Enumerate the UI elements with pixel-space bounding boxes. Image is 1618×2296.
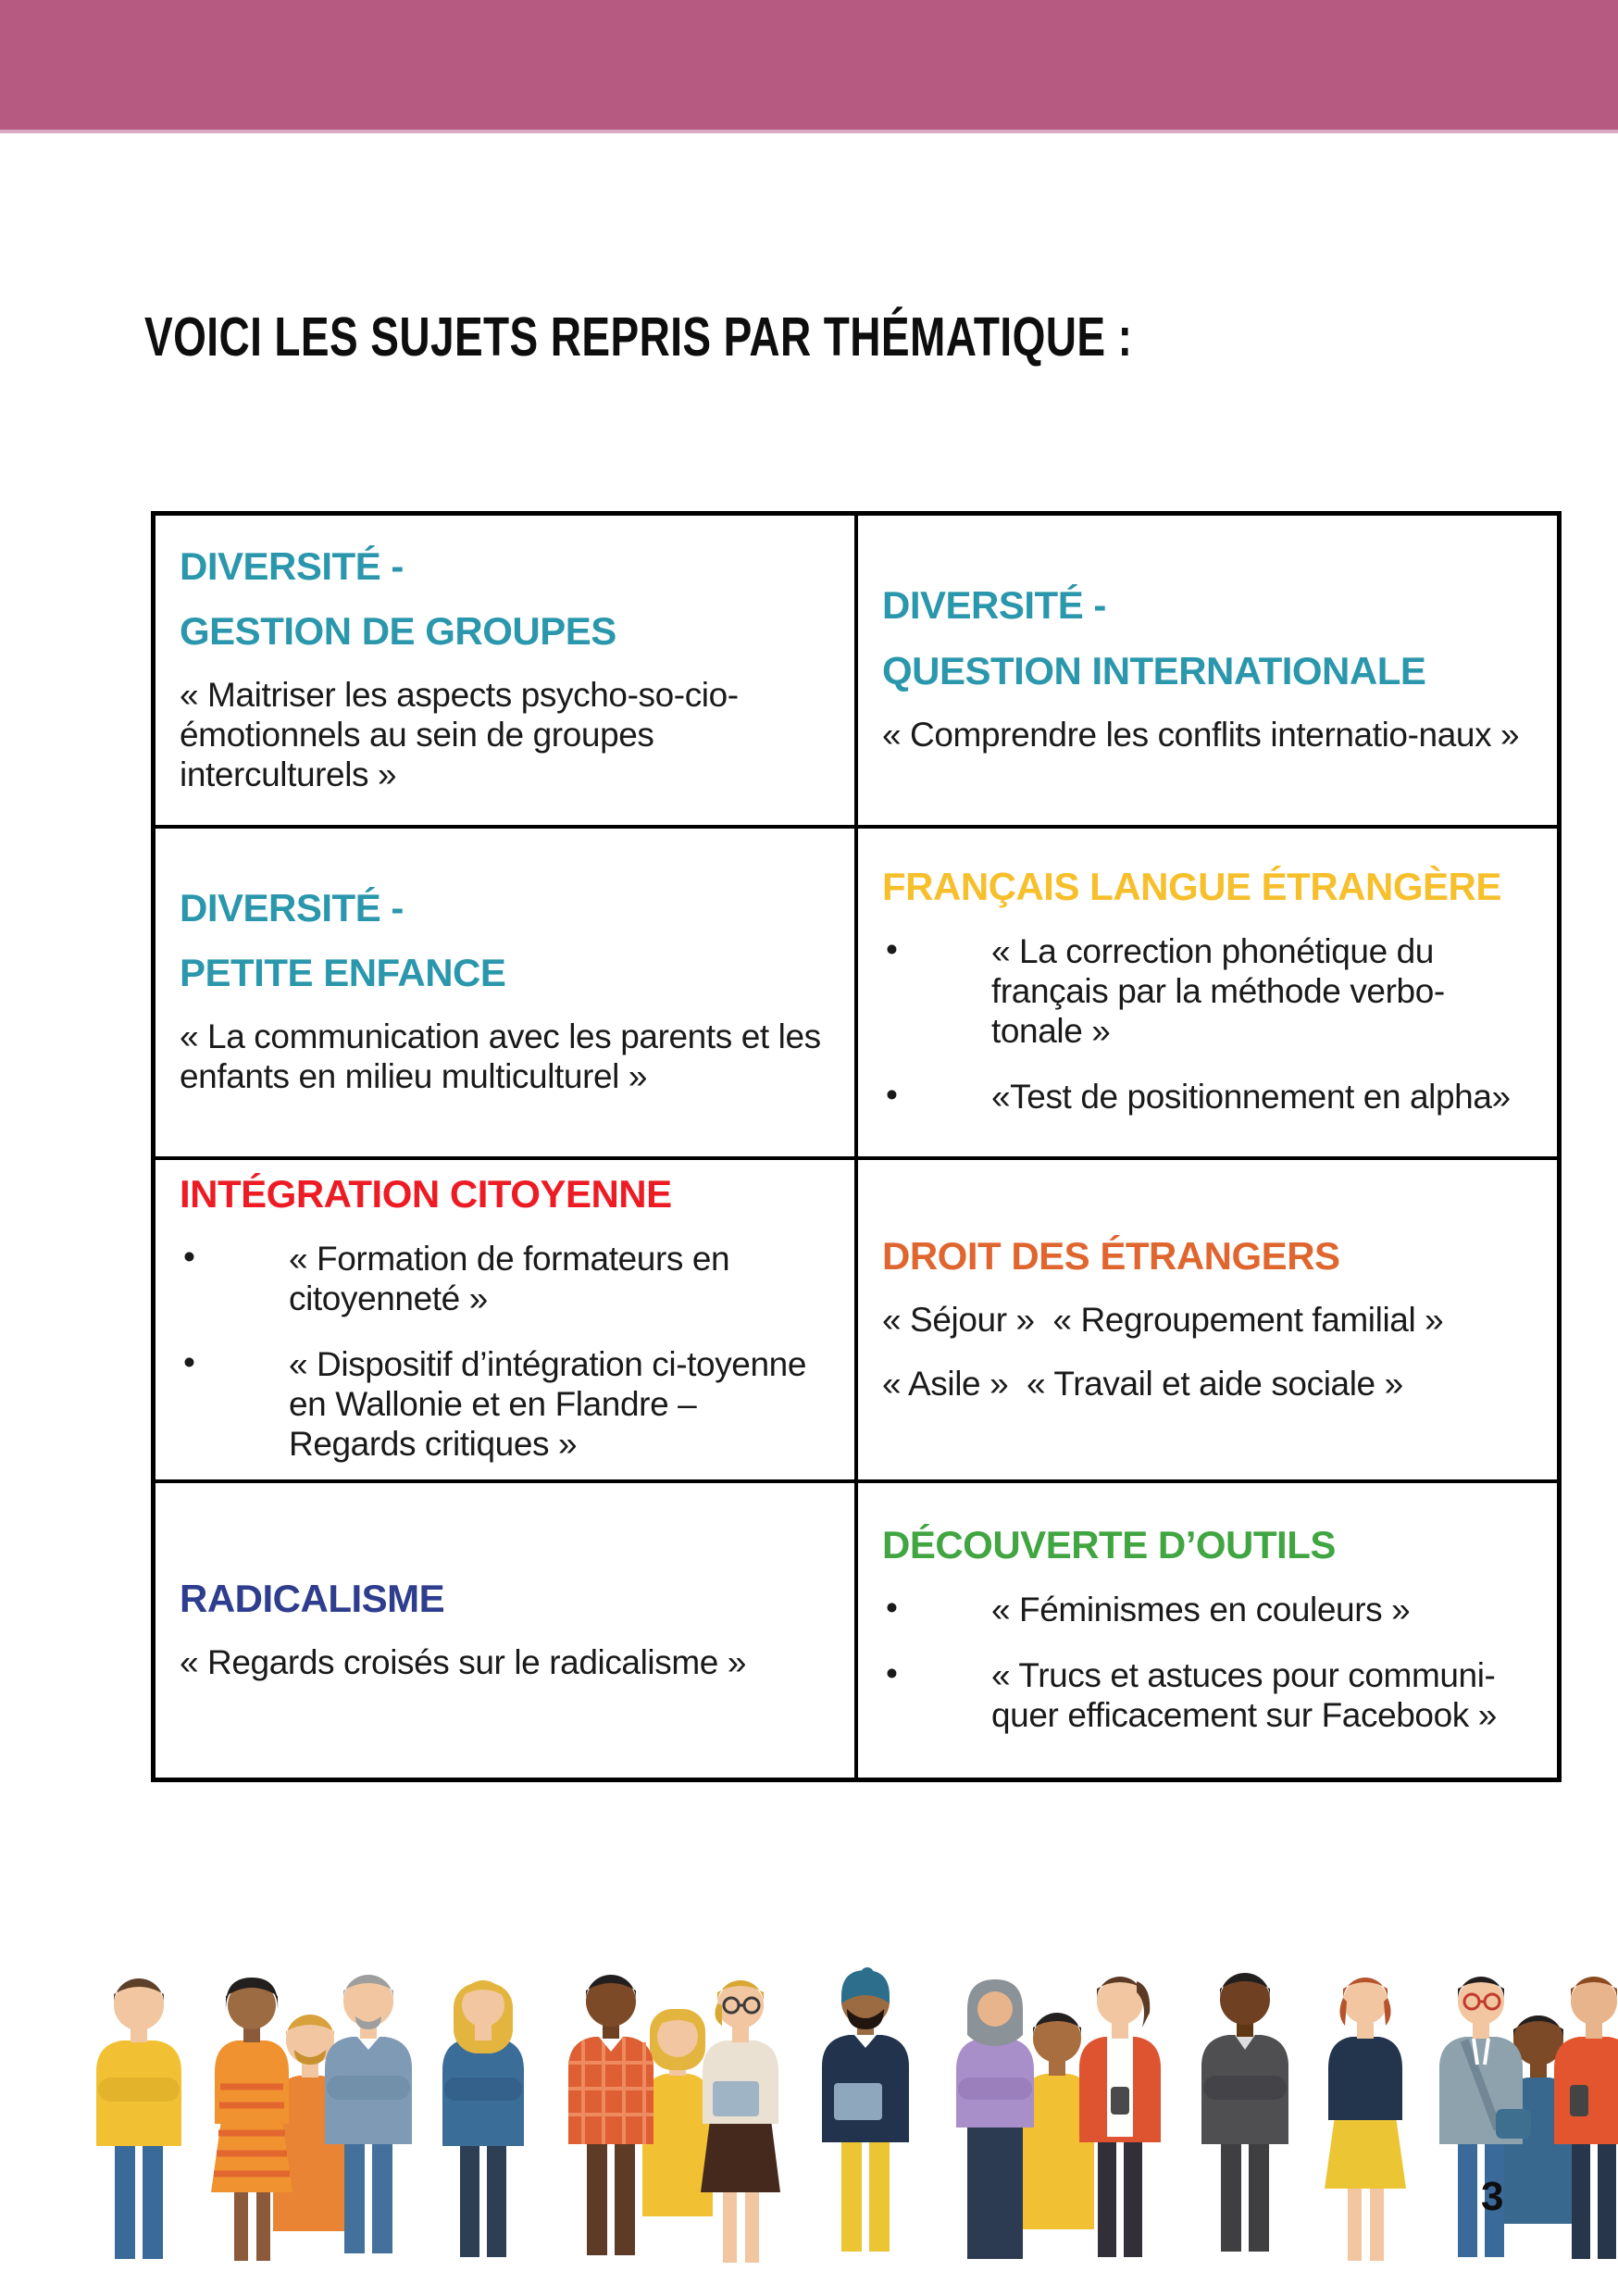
bullet-dot: • [183,1238,195,1277]
bullet-item [882,932,1533,1052]
person [701,1980,780,2263]
bullet-dot: • [183,1343,195,1382]
bullet-text: « Dispositif d’intégration ci-toyenne en Wallonie et en Flandre – Regards critiques » [289,1345,807,1463]
table-cell-integration-citoyenne [156,1160,854,1479]
table-cell-diversite-question-internationale [858,516,1557,825]
cell-heading: FRANÇAIS LANGUE ÉTRANGÈRE [882,865,1501,909]
table-cell-radicalisme [156,1483,854,1778]
bullet-text: « Trucs et astuces pour communi-quer efficacement sur Facebook » [991,1655,1497,1734]
table-cell-diversite-gestion-de-groupes [156,516,854,825]
bullet-item [882,1075,1533,1117]
diverse-people-illustration [0,1966,1618,2263]
cell-quote: « Maitriser les aspects psycho-so-cio-émotionnels au sein de groupes interculturels » [180,675,739,793]
table-cell-droit-des-etrangers [858,1160,1557,1479]
person [442,1980,524,2257]
bullet-dot: • [886,930,898,969]
cell-heading: INTÉGRATION CITOYENNE [180,1172,672,1217]
cell-heading: DIVERSITÉ - [882,583,1106,628]
bullet-text: « Féminismes en couleurs » [991,1590,1411,1628]
topics-table [151,511,1562,1782]
person [1201,1973,1288,2252]
cell-heading: DIVERSITÉ - [180,543,404,588]
cell-heading: GESTION DE GROUPES [180,608,616,653]
bullet-text: « Formation de formateurs en citoyenneté » [289,1240,730,1318]
bullet-item [180,1240,830,1319]
bullet-item [180,1345,830,1465]
person [568,1975,653,2255]
bullet-item [882,1588,1533,1630]
cell-heading: DÉCOUVERTE D’OUTILS [882,1522,1336,1566]
cell-heading: DIVERSITÉ - [180,886,404,930]
bullet-dot: • [886,1075,898,1114]
person [1325,1978,1406,2261]
cell-quote: « Asile » « Travail et aide sociale » [882,1364,1403,1403]
table-cell-diversite-petite-enfance [156,829,854,1156]
page-title: VOICI LES SUJETS REPRIS PAR THÉMATIQUE : [144,306,1133,368]
cell-heading: RADICALISME [180,1576,445,1620]
table-cell-decouverte-outils [858,1483,1557,1778]
cell-quote: « Séjour » « Regroupement familial » [882,1300,1444,1339]
person [96,1978,181,2259]
bullet-item [882,1653,1533,1736]
top-color-band [0,0,1618,133]
cell-quote: « La communication avec les parents et les enfants en milieu multiculturel » [180,1017,830,1096]
table-cell-francais-langue-etrangere [858,829,1557,1156]
cell-heading: PETITE ENFANCE [180,951,506,995]
page-number: 3 [1481,2174,1504,2219]
bullet-text: « La correction phonétique du français par la méthode verbo-tonale » [991,932,1445,1051]
bullet-dot: • [886,1653,898,1692]
bullet-text: «Test de positionnement en alpha» [991,1077,1511,1116]
cell-heading: DROIT DES ÉTRANGERS [882,1233,1340,1278]
cell-quote: « Comprendre les conflits internatio-naux » [882,715,1520,754]
person [822,1967,909,2252]
cell-heading: QUESTION INTERNATIONALE [882,648,1426,693]
bullet-dot: • [886,1588,898,1627]
cell-quote: « Regards croisés sur le radicalisme » [180,1642,746,1681]
person [956,1979,1034,2259]
